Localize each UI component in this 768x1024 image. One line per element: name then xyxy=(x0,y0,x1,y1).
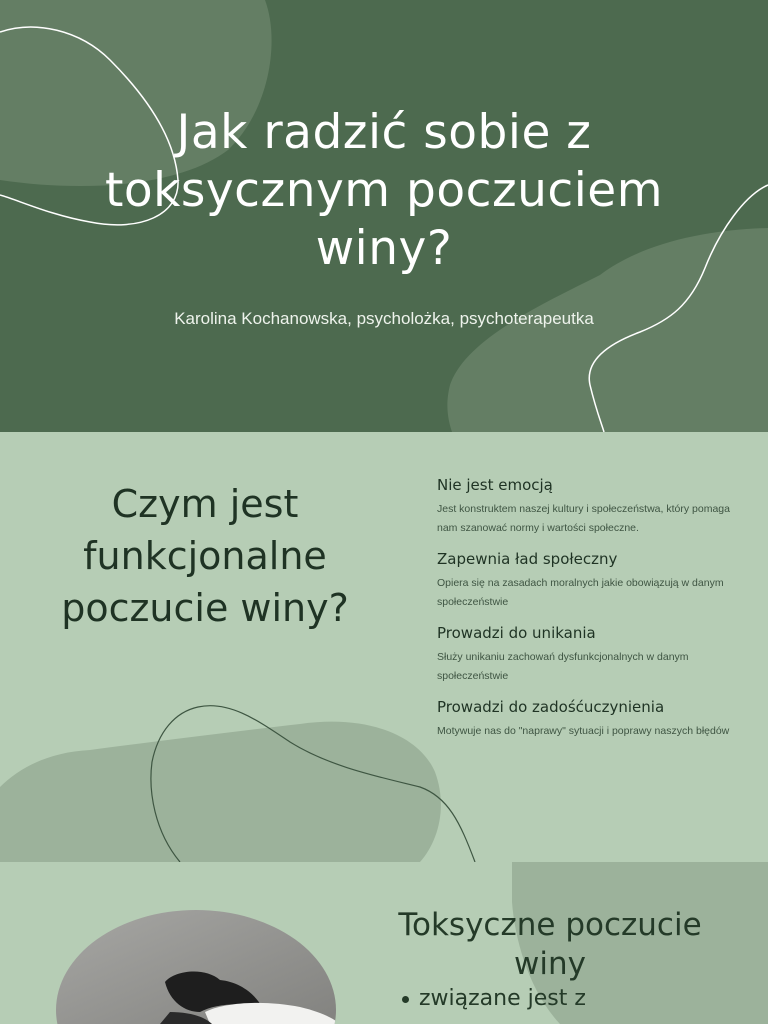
point-title: Prowadzi do unikania xyxy=(437,624,596,642)
functional-guilt-section xyxy=(0,432,768,862)
point-description: Jest konstruktem naszej kultury i społeczeństwa, który pomaga nam szanować normy i wartości społeczne. xyxy=(437,503,730,534)
hero-section xyxy=(0,0,768,432)
author-subtitle: Karolina Kochanowska, psycholożka, psychoterapeutka xyxy=(174,309,594,328)
bullet-icon xyxy=(402,996,409,1003)
point-description: Służy unikaniu zachowań dysfunkcjonalnych w danym społeczeństwie xyxy=(437,651,689,682)
list-item xyxy=(437,698,737,741)
point-title: Zapewnia ład społeczny xyxy=(437,550,618,568)
list-item xyxy=(437,550,737,612)
point-description: Motywuje nas do "naprawy" sytuacji i poprawy naszych błędów xyxy=(437,725,730,737)
list-item xyxy=(402,986,586,1011)
toxic-heading: Toksyczne poczucie winy xyxy=(398,907,702,982)
toxic-guilt-section xyxy=(0,862,768,1024)
toxic-bullet-list xyxy=(402,986,586,1011)
page-title: Jak radzić sobie z toksycznym poczuciem winy? xyxy=(104,105,664,276)
functional-points-list xyxy=(437,476,737,753)
functional-heading: Czym jest funkcjonalne poczucie winy? xyxy=(61,482,349,630)
list-item xyxy=(437,476,737,538)
point-title: Prowadzi do zadośćuczynienia xyxy=(437,698,665,716)
functional-blob xyxy=(0,722,441,862)
point-title: Nie jest emocją xyxy=(437,476,553,494)
point-description: Opiera się na zasadach moralnych jakie obowiązują w danym społeczeństwie xyxy=(437,577,724,608)
list-item xyxy=(437,624,737,686)
bullet-text: związane jest z xyxy=(419,986,586,1011)
